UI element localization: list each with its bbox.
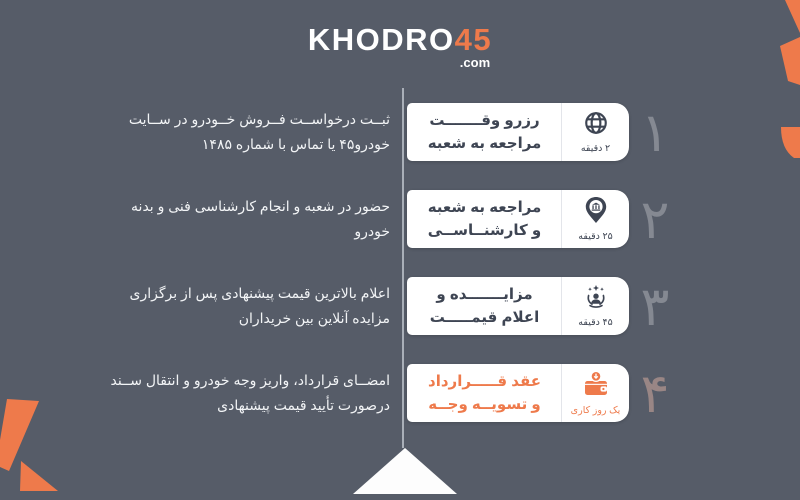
logo	[0, 24, 800, 72]
description-line: حضور در شعبه و انجام کارشناسی فنی و بدنه	[131, 198, 390, 214]
step-icon-box	[561, 103, 629, 161]
description-line: درصورت تأیید قیمت پیشنهادی	[217, 397, 390, 413]
globe-icon	[583, 110, 609, 141]
step-duration: ۲ دقیقه	[580, 143, 611, 154]
description-line: خودرو۴۵ یا تماس با شماره ۱۴۸۵	[201, 136, 390, 152]
step-number: ۲	[640, 189, 670, 250]
step-card	[407, 190, 629, 248]
title-line: مراجعه به شعبه	[427, 199, 542, 216]
step-duration: ۴۵ دقیقه	[578, 317, 613, 328]
timeline-arrow-triangle	[353, 448, 457, 494]
title-line: مراجعه به شعبه	[427, 135, 542, 152]
step-title	[407, 103, 562, 161]
description-line: مزایده آنلاین بین خریداران	[238, 310, 390, 326]
step-row-3	[0, 277, 800, 335]
title-line: مزایـــــــده و	[436, 286, 533, 303]
title-line: اعلام قیمـــــت	[429, 309, 540, 326]
step-number: ۱	[640, 102, 670, 163]
step-duration: ۲۵ دقیقه	[578, 231, 613, 242]
logo-tld-text: .com	[459, 55, 491, 70]
wallet-payment-icon	[582, 370, 610, 403]
step-row-4	[0, 364, 800, 422]
description-line: اعلام بالاترین قیمت پیشنهادی پس از برگزاری	[129, 285, 390, 301]
title-line: رزرو وقـــــــت	[429, 112, 540, 129]
step-card	[407, 277, 629, 335]
step-duration: یک روز کاری	[570, 405, 621, 416]
logo-brand-text: KHODRO	[307, 22, 455, 57]
step-title	[407, 190, 562, 248]
logo-number-text: 45	[454, 22, 493, 57]
step-number: ۴	[640, 363, 670, 424]
branch-location-pin-icon	[584, 196, 608, 229]
auction-bidders-icon	[583, 284, 609, 315]
step-row-1	[0, 103, 800, 161]
step-icon-box	[561, 277, 629, 335]
step-description	[28, 368, 390, 418]
description-line: امضــای قرارداد، واریز وجه خودرو و انتقال ســند	[110, 372, 390, 388]
step-description	[28, 107, 390, 157]
description-line: خودرو	[354, 223, 390, 239]
title-line: و تسویــه وجــه	[428, 396, 541, 413]
step-icon-box	[561, 190, 629, 248]
step-description	[28, 194, 390, 244]
step-row-2	[0, 190, 800, 248]
description-line: ثبــت درخواســت فــروش خــودرو در ســایت	[128, 111, 390, 127]
logo-wordmark	[308, 24, 492, 56]
step-title	[407, 277, 562, 335]
step-title	[407, 364, 562, 422]
step-card	[407, 364, 629, 422]
title-line: عقد قـــــرارداد	[428, 373, 541, 390]
step-card	[407, 103, 629, 161]
step-description	[28, 281, 390, 331]
step-icon-box	[561, 364, 629, 422]
step-number: ۳	[640, 276, 670, 337]
title-line: و کارشنــاســی	[427, 222, 542, 239]
